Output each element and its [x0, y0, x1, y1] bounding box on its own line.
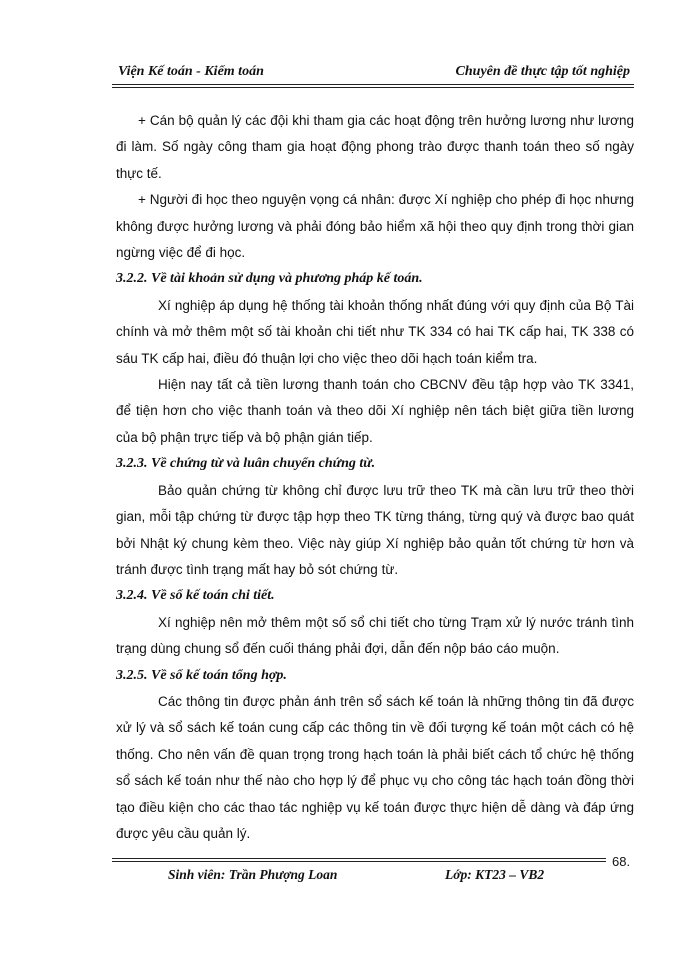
section-heading: 3.2.3. Về chứng từ và luân chuyển chứng từ.	[116, 456, 376, 472]
paragraph: Xí nghiệp nên mở thêm một số sổ chi tiết cho từng Trạm xử lý nước tránh tình trạng dùng chung sổ đến cuối tháng phải đợi, dẫn đến nộp báo cáo muộn.	[116, 614, 634, 657]
header-report-title: Chuyên đề thực tập tốt nghiệp	[455, 64, 630, 79]
section-heading: 3.2.2. Về tài khoản sử dụng và phương pháp kế toán.	[116, 271, 423, 287]
body-text	[116, 108, 634, 847]
header-rule-thick	[112, 84, 634, 85]
paragraph: Các thông tin được phản ánh trên sổ sách kế toán là những thông tin đã được xử lý và sổ sách kế toán cung cấp các thông tin về đối tượng kế toán một cách có hệ thống. Cho nên vấn đề quan trọng trong hạch toán là phải biết cách tổ chức hệ thống sổ sách kế toán như thế nào cho hợp lý để phục vụ cho công tác hạch toán đồng thời tạo điều kiện cho các thao tác nghiệp vụ kế toán được thực hiện dễ dàng và đáp ứng được yêu cầu quản lý.	[116, 693, 634, 841]
footer-student: Sinh viên: Trần Phượng Loan	[168, 867, 338, 882]
header-rule-thin	[112, 87, 634, 88]
paragraph: Bảo quản chứng từ không chỉ được lưu trữ theo TK mà cần lưu trữ theo thời gian, mỗi tập chứng từ được tập hợp theo TK từng tháng, từng quý và được bao quát bởi Nhật ký chung kèm theo. Việc này giúp Xí nghiệp bảo quản tốt chứng từ hơn và tránh được tình trạng mất hay bỏ sót chứng từ.	[116, 482, 634, 577]
header-institute: Viện Kế toán - Kiểm toán	[118, 64, 264, 79]
section-heading: 3.2.5. Về sổ kế toán tổng hợp.	[116, 667, 287, 683]
footer-class: Lớp: KT23 – VB2	[445, 867, 545, 882]
page-number: 68.	[612, 854, 631, 869]
paragraph: + Cán bộ quản lý các đội khi tham gia các hoạt động trên hưởng lương như lương đi làm. Số ngày công tham gia hoạt động phong trào được thanh toán theo số ngày thực tế.	[116, 113, 634, 181]
paragraph: Xí nghiệp áp dụng hệ thống tài khoản thống nhất đúng với quy định của Bộ Tài chính và mở thêm một số tài khoản chi tiết như TK 334 có hai TK cấp hai, TK 338 có sáu TK cấp hai, điều đó thuận lợi cho việc theo dõi hạch toán kiểm tra.	[116, 297, 634, 366]
footer-rule-thin	[112, 861, 606, 862]
paragraph: + Người đi học theo nguyện vọng cá nhân: được Xí nghiệp cho phép đi học nhưng không được hưởng lương và phải đóng bảo hiểm xã hội theo quy định trong thời gian ngừng việc để đi học.	[116, 192, 634, 261]
footer-rule-thick	[112, 858, 606, 859]
section-heading: 3.2.4. Về sổ kế toán chi tiết.	[116, 588, 275, 604]
paragraph: Hiện nay tất cả tiền lương thanh toán cho CBCNV đều tập hợp vào TK 3341, để tiện hơn cho việc thanh toán và theo dõi Xí nghiệp nên tách biệt giữa tiền lương của bộ phận trực tiếp và bộ phận gián tiếp.	[116, 377, 634, 445]
